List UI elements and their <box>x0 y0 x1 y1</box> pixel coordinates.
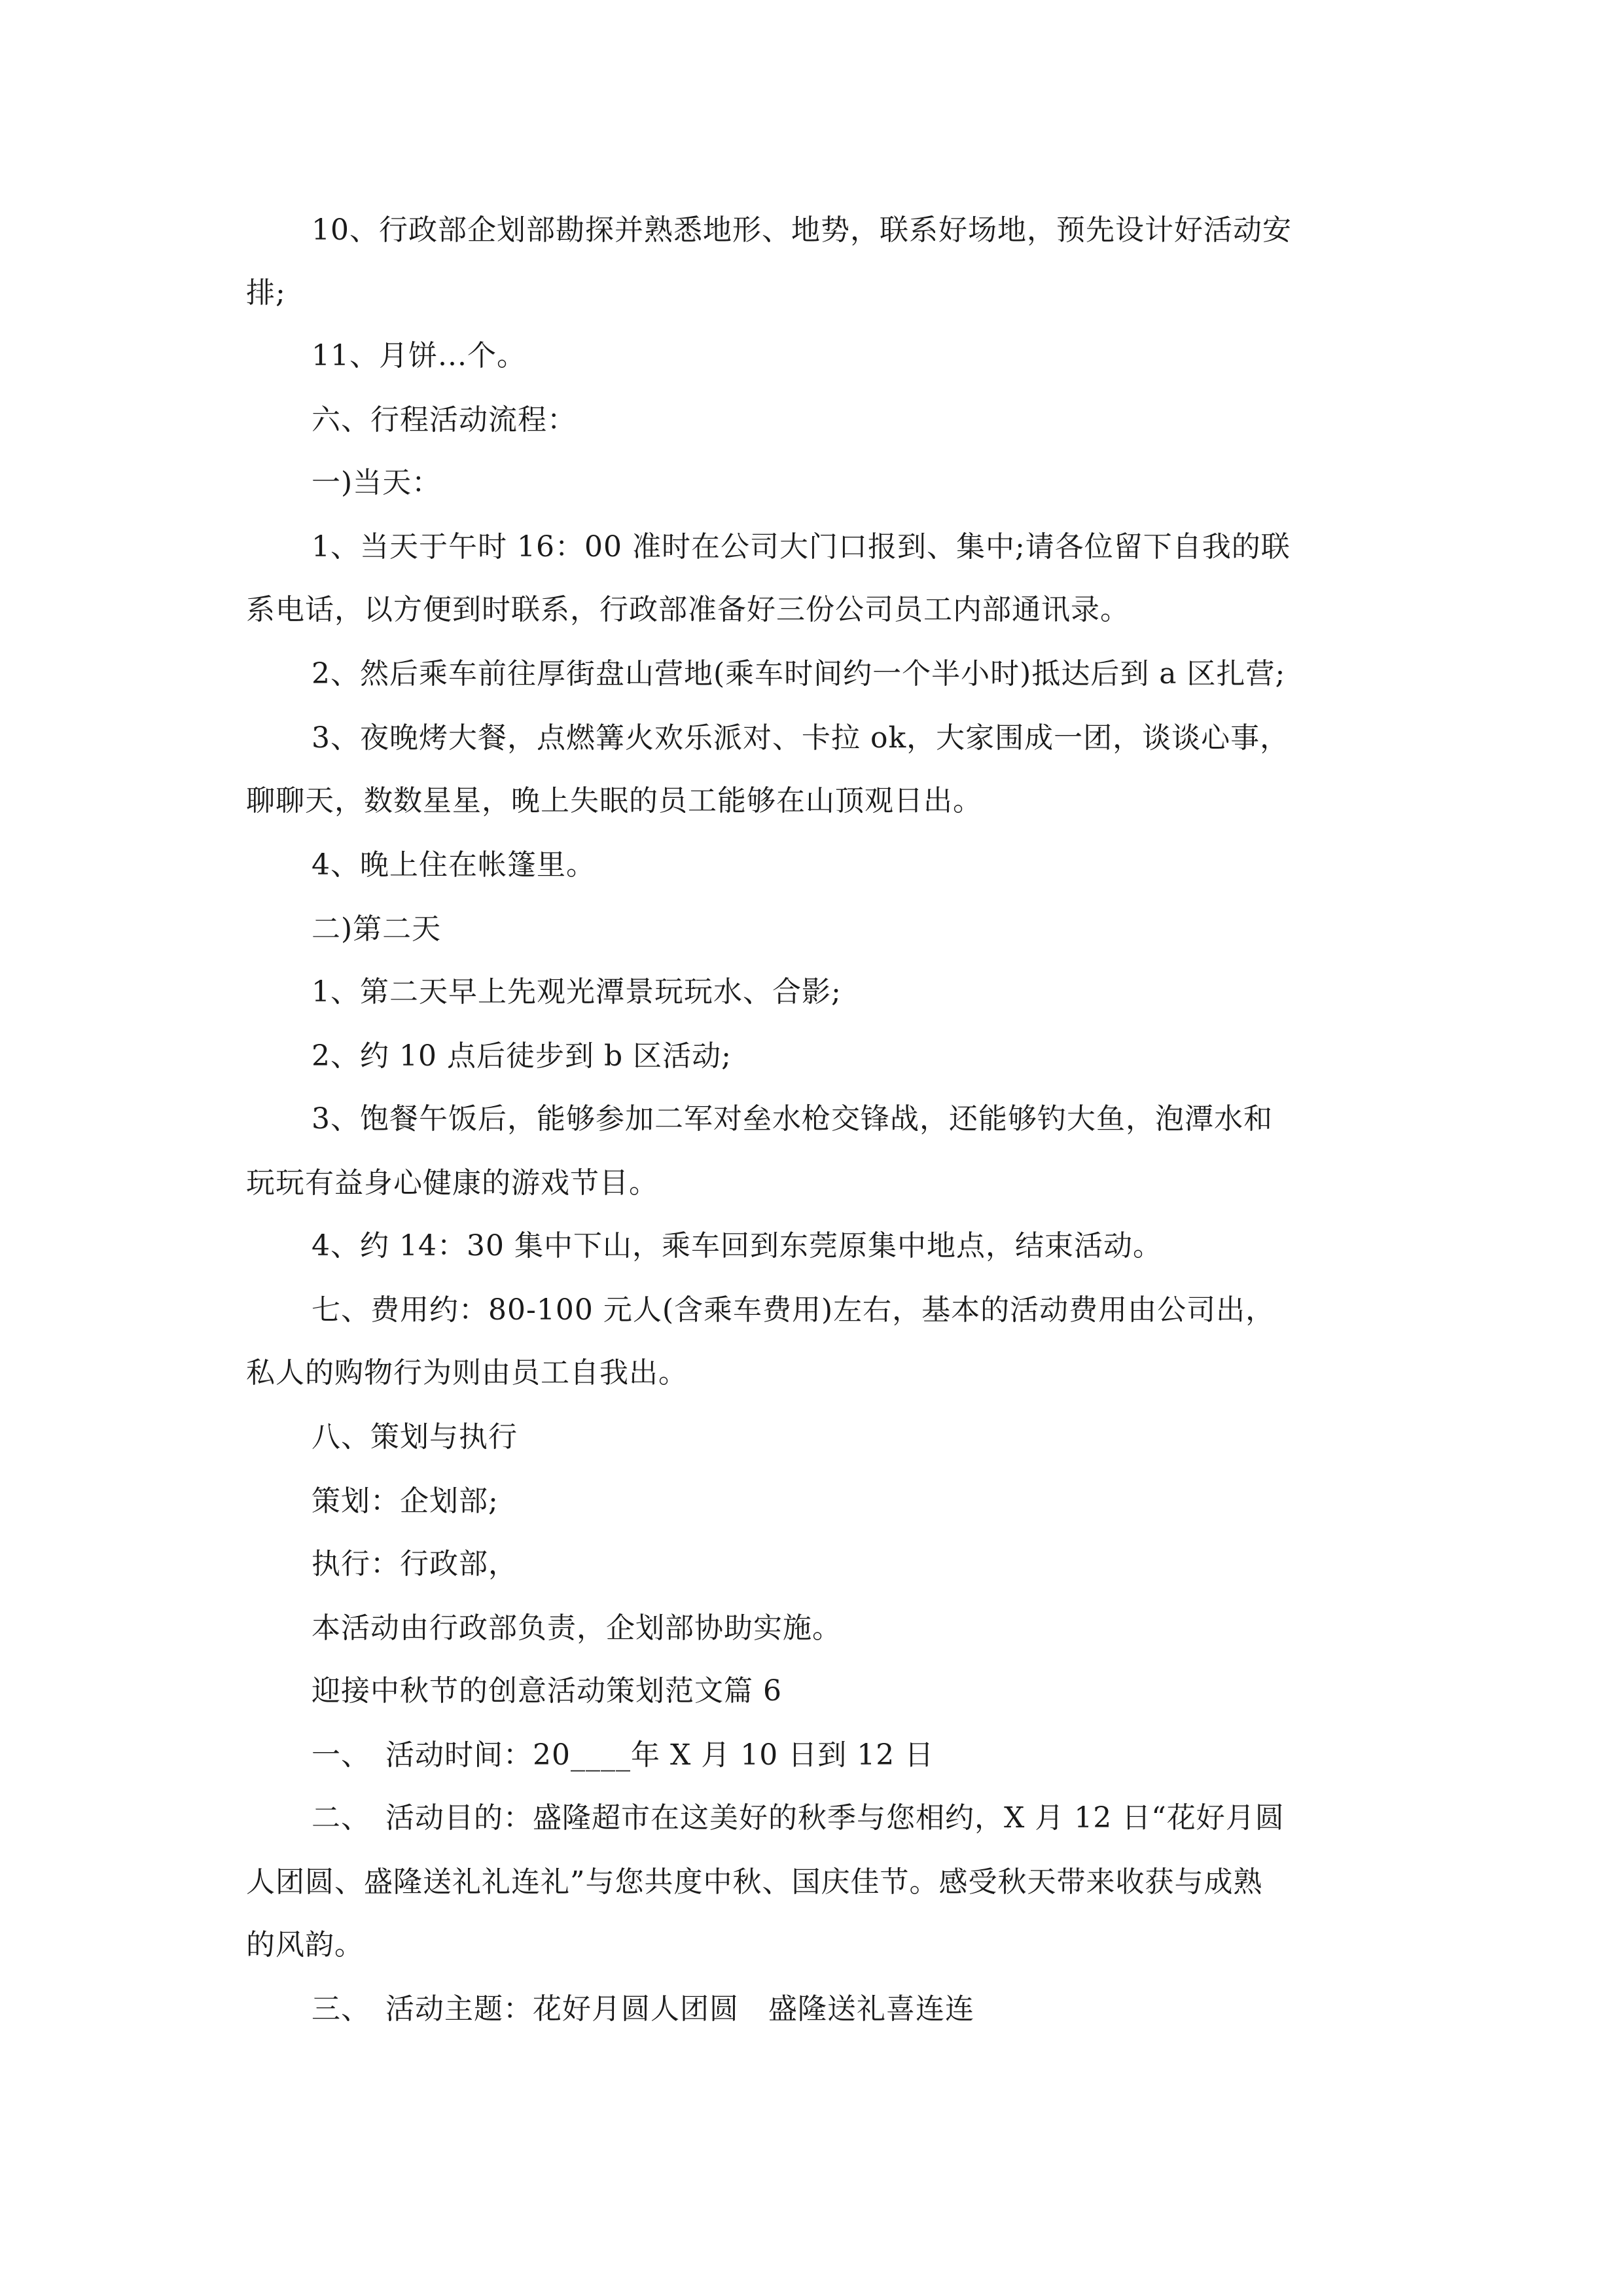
paragraph-line: 10、行政部企划部勘探并熟悉地形、地势，联系好场地，预先设计好活动安 <box>312 213 1292 247</box>
paragraph-line: 策划：企划部; <box>312 1484 499 1518</box>
subsection-heading: 二)第二天 <box>312 912 442 946</box>
paragraph-line: 1、当天于午时 16：00 准时在公司大门口报到、集中;请各位留下自我的联 <box>312 530 1291 564</box>
paragraph-line: 人团圆、盛隆送礼礼连礼”与您共度中秋、国庆佳节。感受秋天带来收获与成熟 <box>246 1865 1263 1899</box>
section-heading: 六、行程活动流程： <box>312 403 577 437</box>
paragraph-line: 私人的购物行为则由员工自我出。 <box>246 1356 688 1390</box>
paragraph-line: 玩玩有益身心健康的游戏节目。 <box>246 1166 658 1200</box>
paragraph-line: 3、夜晚烤大餐，点燃篝火欢乐派对、卡拉 ok，大家围成一团，谈谈心事， <box>312 721 1290 755</box>
section-heading: 七、费用约：80-100 元人(含乘车费用)左右，基本的活动费用由公司出， <box>312 1293 1275 1327</box>
paragraph-line: 系电话，以方便到时联系，行政部准备好三份公司员工内部通讯录。 <box>246 593 1130 626</box>
paragraph-line: 2、然后乘车前往厚街盘山营地(乘车时间约一个半小时)抵达后到 a 区扎营; <box>312 657 1286 691</box>
paragraph-line: 4、约 14：30 集中下山，乘车回到东莞原集中地点，结束活动。 <box>312 1229 1162 1263</box>
paragraph-line: 3、饱餐午饭后，能够参加二军对垒水枪交锋战，还能够钓大鱼，泡潭水和 <box>312 1102 1273 1136</box>
paragraph-line: 11、月饼...个。 <box>312 339 526 372</box>
paragraph-line: 聊聊天，数数星星，晚上失眠的员工能够在山顶观日出。 <box>246 784 982 817</box>
paragraph-line: 本活动由行政部负责，企划部协助实施。 <box>312 1611 842 1645</box>
paragraph-line: 排; <box>246 276 286 310</box>
paragraph-line: 2、约 10 点后徒步到 b 区活动; <box>312 1039 732 1073</box>
article-title: 迎接中秋节的创意活动策划范文篇 6 <box>312 1674 782 1708</box>
section-heading: 二、 活动目的：盛隆超市在这美好的秋季与您相约，X 月 12 日“花好月圆 <box>312 1801 1285 1835</box>
paragraph-line: 的风韵。 <box>246 1928 364 1962</box>
subsection-heading: 一)当天： <box>312 466 442 499</box>
paragraph-line: 1、第二天早上先观光潭景玩玩水、合影; <box>312 975 842 1009</box>
section-heading: 一、 活动时间：20____年 X 月 10 日到 12 日 <box>312 1738 935 1772</box>
section-heading: 三、 活动主题：花好月圆人团圆 盛隆送礼喜连连 <box>312 1992 974 2026</box>
section-heading: 八、策划与执行 <box>312 1420 518 1454</box>
paragraph-line: 4、晚上住在帐篷里。 <box>312 848 596 882</box>
paragraph-line: 执行：行政部， <box>312 1547 518 1581</box>
